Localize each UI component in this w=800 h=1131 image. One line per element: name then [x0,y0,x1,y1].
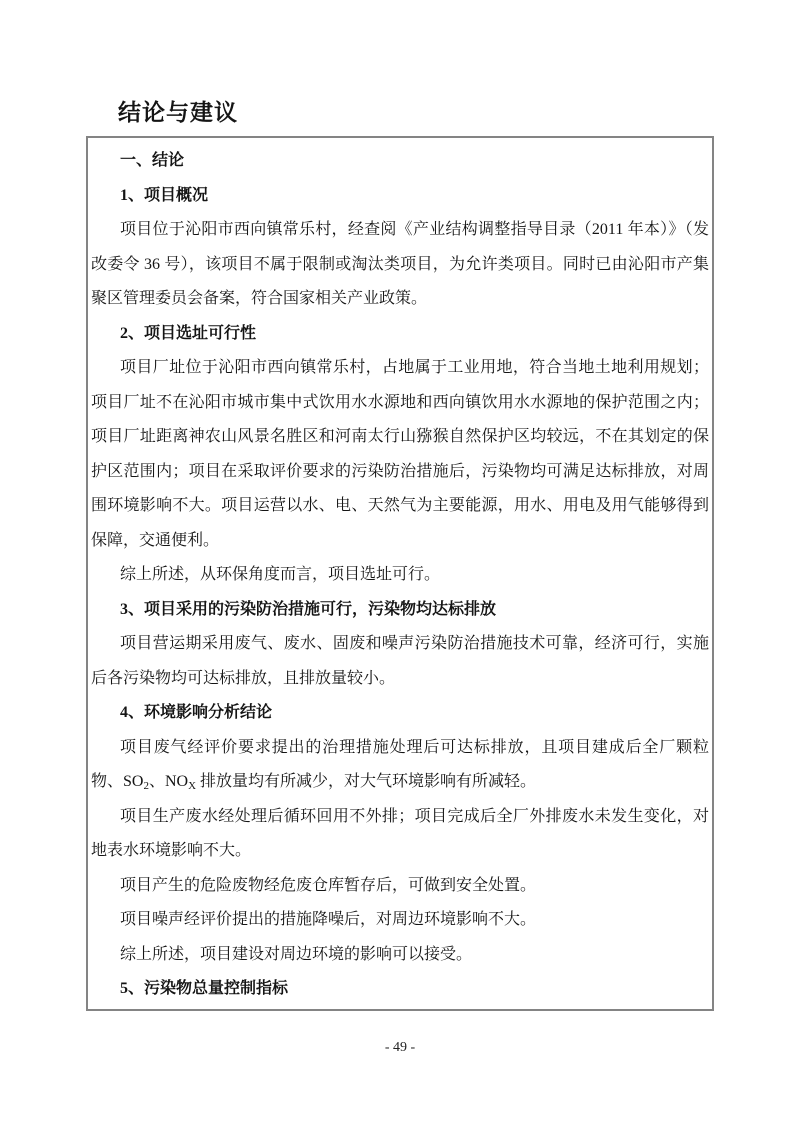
paragraph-site-feasibility: 项目厂址位于沁阳市西向镇常乐村，占地属于工业用地，符合当地土地利用规划；项目厂址不在沁阳市城市集中式饮用水水源地和西向镇饮用水水源地的保护范围之内；项目厂址距离神农山风景名胜区和河南太行山猕猴自然保护区均较远，不在其划定的保护区范围内；项目在采取评价要求的污染防治措施后，污染物均可满足达标排放，对周围环境影响不大。项目运营以水、电、天然气为主要能源，用水、用电及用气能够得到保障，交通便利。 [91,359,709,549]
paragraph-air-emissions [91,731,709,800]
so2-subscript: 2 [143,780,149,792]
subsection-heading-site-feasibility: 2、项目选址可行性 [120,324,257,342]
footer-page-number: - 49 - [384,1040,416,1055]
paragraph-overall-conclusion: 综上所述，项目建设对周边环境的影响可以接受。 [120,945,473,963]
paragraph-noise: 项目噪声经评价提出的措施降噪后，对周边环境影响不大。 [120,911,537,928]
air-emissions-text-1: 项目废气经评价要求提出的治理措施处理后可达标排放，且项目建成后全厂颗粒物、SO [91,738,709,790]
subsection-heading-project-overview: 1、项目概况 [120,186,209,204]
section-heading-conclusion: 一、结论 [120,152,185,169]
nox-subscript: X [188,780,197,792]
paragraph-wastewater: 项目生产废水经处理后循环回用不外排；项目完成后全厂外排废水未发生变化，对地表水环境影响不大。 [91,807,709,859]
air-emissions-text-2: 、NO [148,773,189,790]
air-emissions-text-3: 排放量均有所减少，对大气环境影响有所减轻。 [196,773,537,790]
subsection-heading-pollution-control: 3、项目采用的污染防治措施可行，污染物均达标排放 [120,600,497,618]
paragraph-hazardous-waste: 项目产生的危险废物经危废仓库暂存后，可做到安全处置。 [120,876,537,894]
page-title: 结论与建议 [118,100,238,125]
subsection-heading-total-control-index: 5、污染物总量控制指标 [120,980,289,997]
paragraph-pollution-control: 项目营运期采用废气、废水、固废和噪声污染防治措施技术可靠，经济可行，实施后各污染物均可达标排放，且排放量较小。 [91,635,709,687]
content-box [86,136,714,1011]
subsection-heading-impact-analysis: 4、环境影响分析结论 [120,704,273,721]
paragraph-site-conclusion: 综上所述，从环保角度而言，项目选址可行。 [120,566,441,583]
paragraph-project-overview: 项目位于沁阳市西向镇常乐村，经查阅《产业结构调整指导目录（2011 年本）》（发改委令 36 号），该项目不属于限制或淘汰类项目，为允许类项目。同时已由沁阳市产集聚区管理委员会备案，符合国家相关产业政策。 [91,221,709,307]
